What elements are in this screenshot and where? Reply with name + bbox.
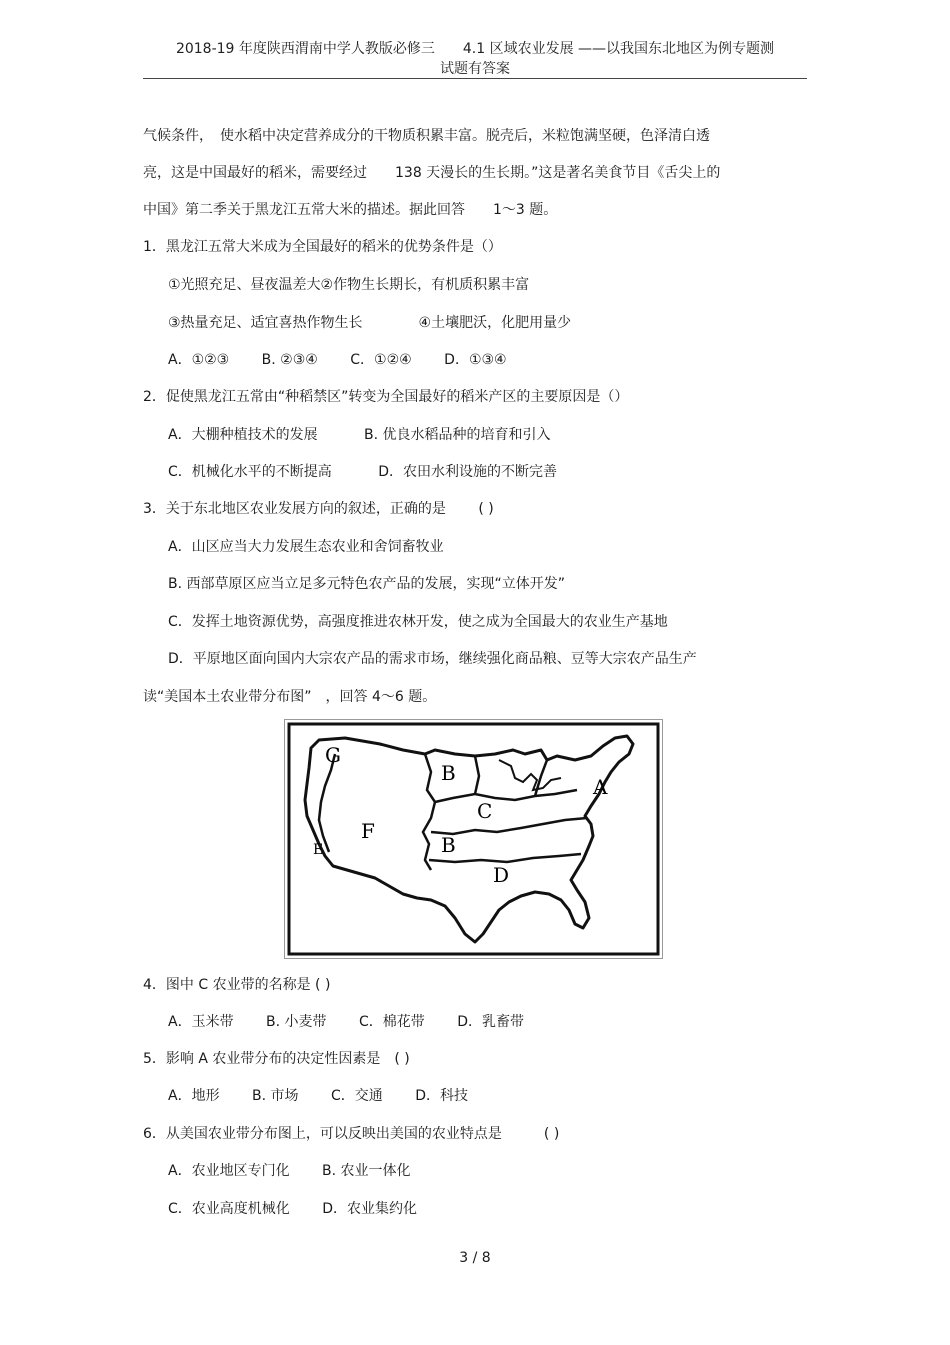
header-title-line2: 试题有答案 xyxy=(440,61,510,77)
belt-boundary-1 xyxy=(319,754,335,852)
header-title-line1: 2018-19 年度陕西渭南中学人教版必修三 4.1 区域农业发展 ——以我国东北地区为例专题测 xyxy=(175,41,775,57)
question-3-option-d: D．平原地区面向国内大宗农产品的需求市场，继续强化商品粮、豆等大宗农产品生产 xyxy=(168,651,697,667)
belt-label-b-north: B xyxy=(441,761,456,785)
question-2-stem: 2．促使黑龙江五常由“种稻禁区”转变为全国最好的稻米产区的主要原因是（） xyxy=(143,389,629,405)
intro-line-3: 中国》第二季关于黑龙江五常大米的描述。据此回答 1～3 题。 xyxy=(143,202,558,218)
belt-boundary-2 xyxy=(423,754,435,870)
map-intro: 读“美国本土农业带分布图” ，回答 4～6 题。 xyxy=(143,689,437,705)
belt-boundary-4 xyxy=(431,818,587,834)
belt-label-g: G xyxy=(325,743,341,767)
belt-label-e: E xyxy=(313,842,324,858)
belt-boundary-7 xyxy=(535,760,547,796)
belt-boundary-6 xyxy=(475,756,479,794)
belt-label-f: F xyxy=(361,819,375,843)
belt-label-d: D xyxy=(493,863,510,887)
us-outline xyxy=(305,736,633,942)
question-6-options-row-2: C．农业高度机械化 D．农业集约化 xyxy=(168,1201,418,1217)
question-1-item-1: ①光照充足、昼夜温差大②作物生长期长，有机质积累丰富 xyxy=(168,277,530,293)
question-3-stem: 3．关于东北地区农业发展方向的叙述，正确的是 ( ) xyxy=(143,501,494,517)
belt-label-a: A xyxy=(593,775,608,799)
question-5-stem: 5．影响 A 农业带分布的决定性因素是 ( ) xyxy=(143,1051,410,1067)
page-number: 3 / 8 xyxy=(459,1250,491,1266)
question-5-options: A．地形 B. 市场 C．交通 D．科技 xyxy=(168,1088,468,1104)
question-1-options: A．①②③ B. ②③④ C．①②④ D．①③④ xyxy=(168,352,507,368)
us-agricultural-belts-map xyxy=(284,719,663,959)
intro-line-2: 亮，这是中国最好的稻米，需要经过 138 天漫长的生长期。”这是著名美食节目《舌尖上的 xyxy=(143,165,721,181)
question-4-options: A．玉米带 B. 小麦带 C．棉花带 D．乳畜带 xyxy=(168,1014,524,1030)
header-rule xyxy=(143,78,807,79)
belt-boundary-3 xyxy=(435,790,577,802)
question-6-stem: 6．从美国农业带分布图上，可以反映出美国的农业特点是 ( ) xyxy=(143,1126,560,1142)
question-3-option-a: A．山区应当大力发展生态农业和舍饲畜牧业 xyxy=(168,539,444,555)
question-6-options-row-1: A．农业地区专门化 B. 农业一体化 xyxy=(168,1163,411,1179)
question-4-stem: 4．图中 C 农业带的名称是 ( ) xyxy=(143,977,331,993)
belt-label-b-south: B xyxy=(441,833,456,857)
question-2-options-row-2: C．机械化水平的不断提高 D．农田水利设施的不断完善 xyxy=(168,464,558,480)
question-1-item-2: ③热量充足、适宜喜热作物生长 ④土壤肥沃，化肥用量少 xyxy=(168,315,572,331)
question-1-stem: 1．黑龙江五常大米成为全国最好的稻米的优势条件是（） xyxy=(143,239,502,255)
question-3-option-b: B. 西部草原区应当立足多元特色农产品的发展，实现“立体开发” xyxy=(168,576,566,592)
question-3-option-c: C．发挥土地资源优势，高强度推进农林开发，使之成为全国最大的农业生产基地 xyxy=(168,614,668,630)
question-2-options-row-1: A．大棚种植技术的发展 B. 优良水稻品种的培育和引入 xyxy=(168,427,551,443)
belt-label-c: C xyxy=(477,799,493,823)
great-lakes xyxy=(499,760,561,790)
intro-line-1: 气候条件， 使水稻中决定营养成分的干物质积累丰富。脱壳后，米粒饱满坚硬，色泽清白透 xyxy=(143,128,710,144)
